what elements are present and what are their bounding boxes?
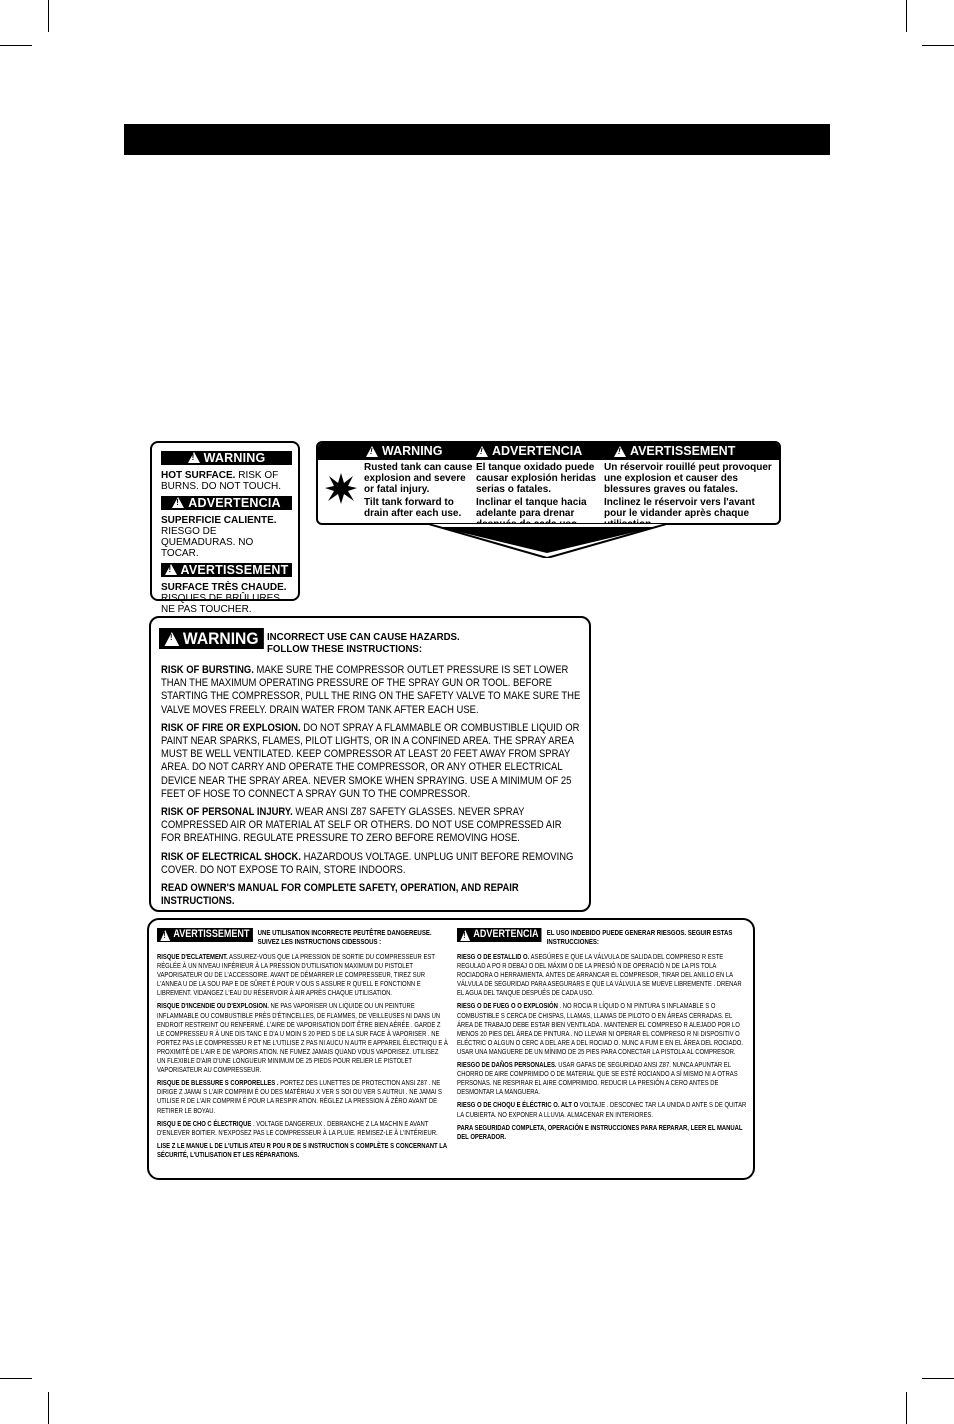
down-arrow-icon bbox=[425, 523, 670, 558]
rust-french-column: Un réservoir rouillé peut provoquer une explosion et causer des blessures graves ou fatales. Inclinez le réservoir vers l'avant pour le vidander après chaque bbox=[604, 462, 772, 519]
section-header-bar bbox=[124, 124, 830, 155]
warning-triangle-icon bbox=[614, 446, 626, 457]
warning-triangle-icon bbox=[165, 564, 177, 575]
avertissement-badge: ! AVERTISSEMENT bbox=[161, 563, 292, 577]
warning-triangle-icon bbox=[172, 497, 184, 508]
warning-triangle-icon bbox=[460, 930, 470, 941]
spanish-column: ! ADVERTENCIA EL USO INDEBIDO PUEDE GENERAR RIESGOS. SEGUIR ESTAS INSTRUCCIONES: RIESG O DE ESTALLID O. ASEGÚRES E QUE LA VÁLVULA DE SALIDA DEL COMPRESO R ESTE REGULAD A PO R DEBAJ O DEL MÁXIM O DE LA PRESIÓ N DE OPERACIÓ N DE LA PIS TOLA ROCIADORA O HERRAMIENTA. ANTES DE ARRANCAR EL COMPRESOR, TIRAR DEL ANILLO EN LA VÁLVULA DE SEGURIDAD PARA ASEGURARS E QUE LA VÁLVULA SE MUEVE LIBREMENTE . DRENAR EL AGUA DEL TANQUE DESPUÉS DE CADA USO. RIESG O DE FUEG O O EXPLOSIÓN . NO ROCIA R LÍQUID O NI PINTURA S INFLAMABLE S O COMBUSTIBLE S CERCA DE CHISPAS, LLAMAS, LLAMAS DE PILOTO O EN ÁREAS CERRADAS. EL ÁREA DE TRABAJO DEBE ESTAR BIEN VENTILADA . MANTENER EL COMPRESO R ALEJADO POR LO MENOS 20 PIES DEL ÁREA DE PINTURA . NO LLEVAR NI OPERAR EL COMPRESO R NI DISPOSITIV O ELÉCTRIC O ALGUN O CERC A DEL ARE A DEL ROCIAD O. NUNC A FUM E EN EL ÁREA DEL ROCIADO. USAR UNA MANGUERE DE UN MÍNIMO DE 25 PIES PARA CONECTAR LA PISTOLA AL COMPRESOR. RIESGO DE DAÑOS PERSONALES. USAR GAFAS DE SEGURIDAD ANSI Z87. NUNCA APUNTAR EL CHORRO DE AIRE COMPRIMIDO O DE MATERIAL QUE SE ESTÉ ROCIANDO A SÍ MISMO NI A OTRAS PERSONAS. NE RESPIRAR EL AIRE COMPRIMIDO. REDUCIR LA PRESIÓN A CERO ANTES DE DESMONTAR LA MANGUERA. RIESG O DE CHOQU E ÉLÉCTRIC O. ALT O VOLTAJE . DESCONEC TAR LA UNIDA D ANTE S DE QUITAR LA CUBIERTA. NO EXPONER A LLUVIA. ALMACENAR EN INTERIORES. PARA SEGURIDAD COMPLETA, OPERACIÓN E INSTRUCCIONES PARA REPARAR, LEER EL MANUAL DEL OPERADOR. bbox=[457, 928, 748, 1145]
hot-avertissement-text: SURFACE TRÈS CHAUDE. RISQUES DE BRÛLURES. NE PAS TOUCHER. bbox=[161, 582, 287, 615]
warning-badge: ! WARNING bbox=[161, 451, 292, 465]
fire-paragraph: RISK OF FIRE OR EXPLOSION. DO NOT SPRAY A FLAMMABLE OR COMBUSTIBLE LIQUID OR PAINT NEAR SPARKS, FLAMES, PILOT LIGHTS, OR IN A CONFINED AREA. THE SPRAY AREA MUST BE WELL VENTILATED. KEEP COMPRESSOR AT LEAST 20 FEET AWAY FROM SPRAY AREA. DO NOT CARRY AND OPERATE THE COMPRESSOR, OR ANY OTHER ELECTRICAL DEVICE NEAR THE SPRAY AREA. NEVER SMOKE WHEN SPRAYING. USE A MINIMUM OF 25 FEET OF HOSE TO CONNECT A SPRAY GUN TO THE COMPRESSOR. bbox=[161, 721, 580, 800]
crop-mark bbox=[922, 45, 954, 46]
bursting-paragraph: RISK OF BURSTING. MAKE SURE THE COMPRESSOR OUTLET PRESSURE IS SET LOWER THAN THE MAXIMUM OPERATING PRESSURE OF THE SPRAY GUN OR TOOL. BEFORE STARTING THE COMPRESSOR, PULL THE RING ON THE SAFETY VALVE TO MAKE SURE THE VALVE MOVES FREELY. DRAIN WATER FROM TANK AFTER EACH USE. bbox=[161, 664, 581, 716]
warning-triangle-icon bbox=[188, 452, 200, 463]
avertissement-badge: ! AVERTISSEMENT bbox=[157, 928, 253, 942]
english-warning-label bbox=[149, 616, 591, 912]
rust-advertencia-header: ! ADVERTENCIA bbox=[476, 444, 582, 458]
warning-body bbox=[161, 664, 581, 913]
hot-advertencia-text: SUPERFICIE CALIENTE. RIESGO DE QUEMADURAS. NO TOCAR. bbox=[161, 515, 277, 559]
warning-triangle-icon bbox=[476, 446, 488, 457]
advertencia-badge: ! ADVERTENCIA bbox=[161, 496, 292, 510]
shock-paragraph: RISK OF ELECTRICAL SHOCK. HAZARDOUS VOLTAGE. UNPLUG UNIT BEFORE REMOVING COVER. DO NOT EXPOSE TO RAIN, STORE INDOORS. bbox=[161, 850, 574, 876]
advertencia-badge: ! ADVERTENCIA bbox=[457, 928, 542, 942]
crop-mark bbox=[0, 1378, 32, 1379]
injury-paragraph: RISK OF PERSONAL INJURY. WEAR ANSI Z87 SAFETY GLASSES. NEVER SPRAY COMPRESSED AIR OR MATERIAL AT SELF OR OTHERS. DO NOT USE COMPRESSED AIR FOR BREATHING. REGULATE PRESSURE TO ZERO BEFORE REMOVING HOSE. bbox=[161, 806, 562, 845]
warning-badge: ! WARNING bbox=[159, 628, 264, 649]
crop-mark bbox=[0, 45, 32, 46]
french-intro: UNE UTILISATION INCORRECTE PEUTÊTRE DANGEREUSE. SUIVEZ LES INSTRUCTIONS CIDESSOUS : bbox=[257, 928, 432, 946]
crop-mark bbox=[922, 1378, 954, 1379]
bilingual-warning-label bbox=[147, 918, 755, 1180]
warning-intro: INCORRECT USE CAN CAUSE HAZARDS. FOLLOW THESE INSTRUCTIONS: bbox=[267, 631, 460, 655]
warning-triangle-icon bbox=[160, 930, 170, 941]
manual-paragraph: READ OWNER'S MANUAL FOR COMPLETE SAFETY, OPERATION, AND REPAIR INSTRUCTIONS. bbox=[161, 882, 519, 908]
hot-warning-text: HOT SURFACE. RISK OF BURNS. DO NOT TOUCH. bbox=[161, 470, 282, 492]
explosion-icon bbox=[324, 471, 358, 505]
rust-spanish-column: El tanque oxidado puede causar explosión heridas serias o fatales. Inclinar el tanque hacia adelante para drenar bbox=[476, 462, 597, 519]
warning-triangle-icon bbox=[366, 446, 378, 457]
rusted-tank-header bbox=[318, 443, 779, 460]
crop-mark bbox=[48, 1392, 49, 1424]
rust-warning-header: ! WARNING bbox=[366, 444, 442, 458]
warning-triangle-icon bbox=[165, 632, 180, 646]
hot-surface-label bbox=[150, 441, 300, 615]
crop-mark bbox=[906, 1392, 907, 1424]
rust-avertissement-header: ! AVERTISSEMENT bbox=[614, 444, 735, 458]
french-column: ! AVERTISSEMENT UNE UTILISATION INCORRECTE PEUTÊTRE DANGEREUSE. SUIVEZ LES INSTRUCTIONS CIDESSOUS : RISQUE D'ECLATEMENT. ASSUREZ-VOUS QUE LA PRESSION DE SORTIE DU COMPRESSEUR EST RÉGLÉE À UN NIVEAU INFÉRIEUR À LA PRESSION D'UTILISATION MAXIMUM DU PISTOLET VAPORISATEUR OU DE L'ACCESSOIRE. AVANT DE DÉMARRER LE COMPRESSEUR, TIREZ SUR L'ANNEA U DE LA SOU PAP E DE SÛRET É POUR V OUS S ASSURE R QU'ELL E FONCTIONN E LIBREMENT. VIDANGEZ L'EAU DU RÉSERVOIR À AIR APRÈS CHAQUE UTILISATION. RISQUE D'INCENDIE OU D'EXPLOSION. NE PAS VAPORISER UN LIQUIDE OU UN PEINTURE INFLAMMABLE OU COMBUSTIBLE PRÈS D'ÉTINCELLES, DE FLAMMES, DE VEILLEUSES NI DANS UN ENDROIT RESTREINT OU RENFERMÉ. L'AIRE DE VAPORISATION DOIT ÊTRE BIEN AÉRÉE . GARDE Z LE COMPRESSEU R À UNE DIS TANC E D'A U MOIN S 20 PIED S DE LA SUR FACE À VAPORISER . NE PORTEZ PAS LE COMPRESSEU R ET NE L'UTILISE Z PAS NI AUCU N AUTR E APPAREIL ÉLECTRIQU E À PROXIMITÉ DE L'AIR E DE VAPORIS ATION. NE FUMEZ JAMAIS QUAND VOUS VAPORISEZ. UTILISEZ UN FLEXIBLE D'AIR D'UNE LONGUEUR MINIMUM DE 25 PIEDS POUR RELIER LE PISTOLET VAPORISATEUR AU COMPRESSEUR. RISQUE DE BLESSURE S CORPORELLES . PORTEZ DES LUNETTES DE PROTECTION ANSI Z87 . NE DIRIGE Z JAMAI S L'AIR COMPRIM É OU DES MATÉRIAU X VER S SOI OU VER S AUTRUI . NE JAMAI S UTILISE R DE L'AIR COMPRIM É POUR LA RESPIR ATION. RÉGLEZ LA PRESSION À ZÉRO AVANT DE RETIRER LE BOYAU. RISQU E DE CHO C ÉLECTRIQUE . VOLTAGE DANGEREUX . DEBRANCHE Z LA MACHIN E AVANT D'ENLEVER BOITIER. N'EXPOSEZ PAS LE COMPRESSEUR À LA PLUIE. REMISEZ-LE À L'INTÉRIEUR. LISE Z LE MANUE L DE L'UTILIS ATEU R POU R DE S INSTRUCTION S COMPLÈTE S CONCERNANT LA SÉCURITÉ, L'UTILISATION ET LES RÉPARATIONS. bbox=[157, 928, 448, 1163]
crop-mark bbox=[48, 0, 49, 32]
spanish-intro: EL USO INDEBIDO PUEDE GENERAR RIESGOS. SEGUIR ESTAS INSTRUCCIONES: bbox=[546, 928, 733, 946]
rusted-tank-label bbox=[316, 441, 781, 525]
rust-english-column: Rusted tank can cause explosion and severe or fatal injury. Tilt tank forward to drain after each use. bbox=[364, 462, 473, 519]
crop-mark bbox=[906, 0, 907, 32]
